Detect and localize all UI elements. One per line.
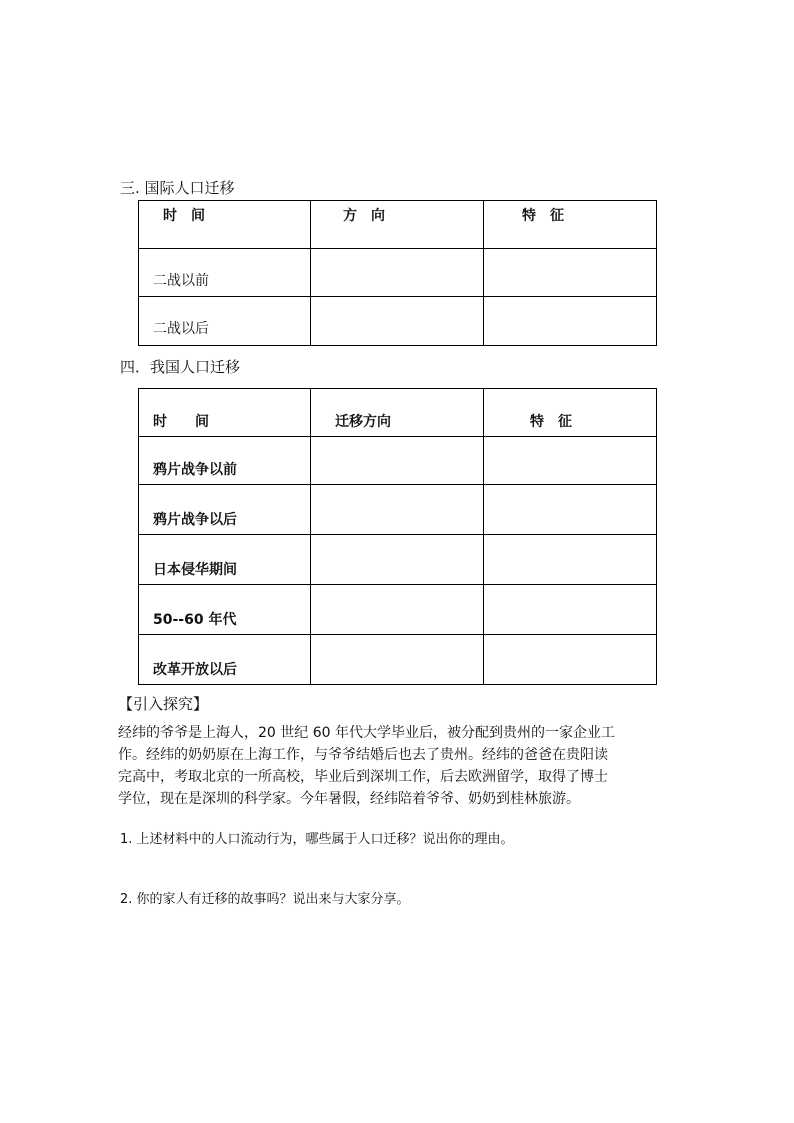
paragraph-line: 经纬的爷爷是上海人，20 世纪 60 年代大学毕业后，被分配到贵州的一家企业工	[118, 725, 615, 741]
table-row	[139, 485, 657, 535]
table-header-row	[139, 389, 657, 437]
row-label-cell	[139, 437, 311, 485]
row-label: 二战以前	[153, 273, 209, 289]
paragraph-line: 学位，现在是深圳的科学家。今年暑假，经纬陪着爷爷、奶奶到桂林旅游。	[118, 791, 580, 807]
table-row	[139, 297, 657, 346]
paragraph-line: 作。经纬的奶奶原在上海工作，与爷爷结婚后也去了贵州。经纬的爸爸在贵阳读	[118, 747, 608, 763]
table-row	[139, 535, 657, 585]
answer-cell[interactable]	[311, 249, 484, 297]
row-label: 鸦片战争以后	[153, 512, 237, 528]
row-label-cell	[139, 249, 311, 297]
question-one: 1. 上述材料中的人口流动行为，哪些属于人口迁移？说出你的理由。	[120, 832, 514, 847]
answer-cell[interactable]	[484, 485, 657, 535]
question-two: 2. 你的家人有迁移的故事吗？说出来与大家分享。	[120, 892, 410, 907]
header-feature-label: 特 征	[522, 208, 564, 224]
answer-cell[interactable]	[311, 297, 484, 346]
header-feature-label: 特 征	[530, 414, 572, 430]
china-migration-table	[138, 388, 657, 685]
header-cell-direction	[311, 389, 484, 437]
international-migration-table	[138, 200, 657, 346]
answer-cell[interactable]	[311, 535, 484, 585]
table-row	[139, 437, 657, 485]
row-label: 50--60 年代	[153, 612, 237, 628]
header-cell-feature	[484, 389, 657, 437]
section-four-heading: 四．我国人口迁移	[120, 358, 241, 376]
answer-cell[interactable]	[311, 635, 484, 685]
answer-cell[interactable]	[311, 485, 484, 535]
row-label-cell	[139, 297, 311, 346]
row-label-cell	[139, 585, 311, 635]
explore-paragraph	[118, 722, 658, 810]
row-label: 二战以后	[153, 321, 209, 337]
answer-cell[interactable]	[311, 437, 484, 485]
header-time-label: 时 间	[153, 414, 209, 430]
header-cell-time	[139, 201, 311, 249]
row-label: 改革开放以后	[153, 662, 237, 678]
header-direction-label: 迁移方向	[335, 414, 391, 430]
paragraph-line: 完高中，考取北京的一所高校，毕业后到深圳工作，后去欧洲留学，取得了博士	[118, 769, 608, 785]
row-label-cell	[139, 635, 311, 685]
answer-cell[interactable]	[484, 437, 657, 485]
table-header-row	[139, 201, 657, 249]
row-label: 鸦片战争以前	[153, 462, 237, 478]
table-row	[139, 635, 657, 685]
section-three-heading: 三. 国际人口迁移	[120, 179, 235, 197]
header-cell-feature	[484, 201, 657, 249]
header-cell-direction	[311, 201, 484, 249]
answer-cell[interactable]	[484, 249, 657, 297]
header-time-label: 时 间	[163, 208, 205, 224]
answer-cell[interactable]	[484, 297, 657, 346]
row-label-cell	[139, 535, 311, 585]
answer-cell[interactable]	[311, 585, 484, 635]
table-row	[139, 585, 657, 635]
row-label: 日本侵华期间	[153, 562, 237, 578]
explore-heading: 【引入探究】	[118, 695, 209, 713]
answer-cell[interactable]	[484, 585, 657, 635]
row-label-cell	[139, 485, 311, 535]
table-row	[139, 249, 657, 297]
answer-cell[interactable]	[484, 635, 657, 685]
header-direction-label: 方 向	[343, 208, 385, 224]
header-cell-time	[139, 389, 311, 437]
answer-cell[interactable]	[484, 535, 657, 585]
